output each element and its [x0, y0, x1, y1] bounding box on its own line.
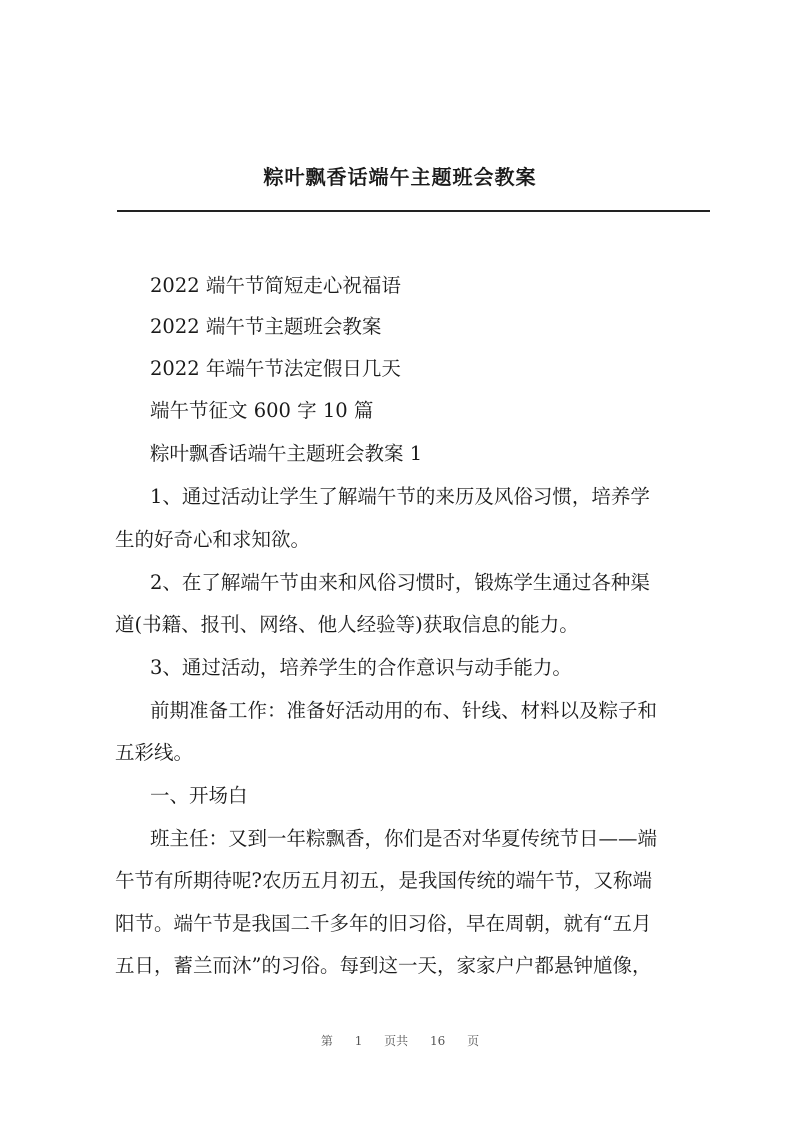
related-link-1[interactable]: 2022 端午节简短走心祝福语	[150, 274, 401, 297]
paragraph-1-line-1: 1、通过活动让学生了解端午节的来历及风俗习惯，培养学	[150, 485, 650, 508]
paragraph-2-line-1: 2、在了解端午节由来和风俗习惯时，锻炼学生通过各种渠	[150, 571, 650, 594]
footer-current-page: 1	[354, 1034, 363, 1048]
footer-label-page: 第	[320, 1034, 333, 1048]
paragraph-4-line-2: 五彩线。	[115, 741, 194, 764]
related-link-3[interactable]: 2022 年端午节法定假日几天	[150, 357, 401, 380]
footer-total-pages: 16	[430, 1034, 446, 1048]
paragraph-6-line-3: 阳节。端午节是我国二千多年的旧习俗，早在周朝，就有“五月	[115, 912, 652, 935]
paragraph-6-line-1: 班主任：又到一年粽飘香，你们是否对华夏传统节日——端	[150, 827, 658, 850]
document-title: 粽叶飘香话端午主题班会教案	[263, 165, 537, 189]
paragraph-5-line-1: 一、开场白	[150, 784, 248, 807]
footer-label-of: 页共	[384, 1034, 409, 1048]
related-link-4[interactable]: 端午节征文 600 字 10 篇	[150, 399, 374, 422]
title-underline	[117, 210, 710, 212]
section-heading: 粽叶飘香话端午主题班会教案 1	[150, 442, 423, 465]
related-link-2[interactable]: 2022 端午节主题班会教案	[150, 315, 382, 338]
footer-label-end: 页	[467, 1034, 480, 1048]
paragraph-4-line-1: 前期准备工作：准备好活动用的布、针线、材料以及粽子和	[150, 699, 658, 722]
paragraph-2-line-2: 道(书籍、报刊、网络、他人经验等)获取信息的能力。	[115, 613, 579, 636]
paragraph-1-line-2: 生的好奇心和求知欲。	[115, 528, 311, 551]
paragraph-3-line-1: 3、通过活动，培养学生的合作意识与动手能力。	[150, 656, 572, 679]
paragraph-6-line-4: 五日，蓄兰而沐”的习俗。每到这一天，家家户户都悬钟馗像，	[115, 954, 652, 977]
page-footer	[0, 1033, 800, 1049]
paragraph-6-line-2: 午节有所期待呢?农历五月初五，是我国传统的端午节，又称端	[115, 869, 652, 892]
